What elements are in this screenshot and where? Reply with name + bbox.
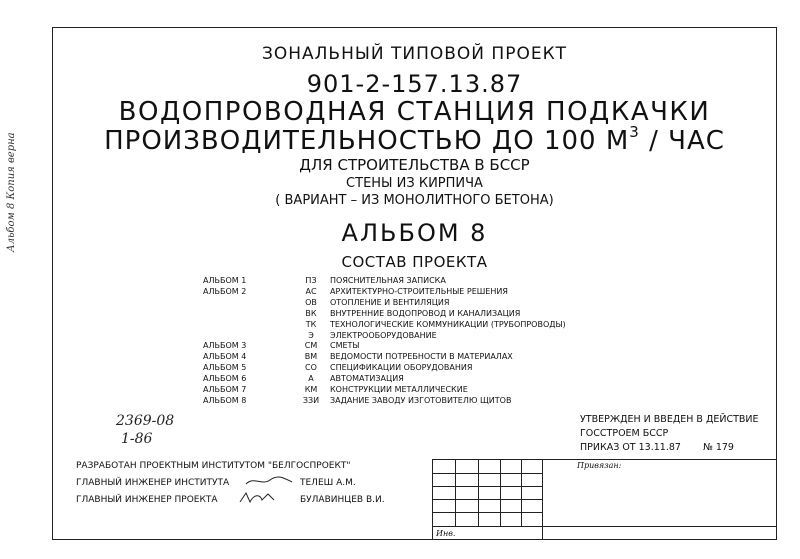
- project-code: 901-2-157.13.87: [306, 70, 523, 98]
- title-line-2-main: ПРОИЗВОДИТЕЛЬНОСТЬЮ ДО 100 М: [104, 126, 630, 156]
- approval-order-date: ПРИКАЗ ОТ 13.11.87: [580, 442, 681, 453]
- chief-engineer-project-label: ГЛАВНЫЙ ИНЖЕНЕР ПРОЕКТА: [76, 495, 218, 505]
- contents-desc: СМЕТЫ: [330, 341, 360, 351]
- approval-line-1: УТВЕРЖДЕН И ВВЕДЕН В ДЕЙСТВИЕ: [580, 414, 759, 425]
- contents-row: [0, 287, 800, 298]
- stamp-col-2: [478, 459, 479, 526]
- title-line-2-sup: 3: [629, 123, 640, 141]
- stamp-rule-4: [432, 512, 542, 513]
- stamp-rule-1: [432, 473, 542, 474]
- contents-album: АЛЬБОМ 5: [203, 363, 247, 373]
- signature-telesh: [244, 474, 294, 491]
- contents-code: А: [308, 374, 314, 384]
- contents-desc: ОТОПЛЕНИЕ И ВЕНТИЛЯЦИЯ: [330, 297, 450, 307]
- side-note: Альбом 8 Копия верна: [6, 132, 17, 252]
- contents-album: АЛЬБОМ 4: [203, 352, 247, 362]
- contents-code: ВК: [305, 308, 317, 318]
- for-construction: ДЛЯ СТРОИТЕЛЬСТВА В БССР: [299, 156, 530, 174]
- contents-row: [0, 298, 800, 309]
- stamp-rule-3: [432, 499, 542, 500]
- developed-by: РАЗРАБОТАН ПРОЕКТНЫМ ИНСТИТУТОМ "БЕЛГОСПРОЕКТ": [76, 461, 351, 471]
- contents-desc: КОНСТРУКЦИИ МЕТАЛЛИЧЕСКИЕ: [330, 385, 468, 394]
- contents-album: АЛЬБОМ 6: [203, 374, 247, 384]
- title-line-1: ВОДОПРОВОДНАЯ СТАНЦИЯ ПОДКАЧКИ: [118, 97, 711, 127]
- approval-order-number: № 179: [702, 442, 734, 453]
- contents-row: [0, 276, 800, 287]
- signature-telesh-icon: [244, 474, 294, 488]
- chief-engineer-institute-name: ТЕЛЕШ А.М.: [300, 478, 356, 488]
- chief-engineer-project-name: БУЛАВИНЦЕВ В.И.: [300, 495, 385, 505]
- contents-album: АЛЬБОМ 8: [203, 395, 247, 405]
- contents-row: [0, 374, 800, 385]
- signature-bulavintsev-icon: [238, 490, 278, 506]
- contents-code: ЗЗИ: [302, 395, 320, 405]
- contents-album: АЛЬБОМ 2: [203, 286, 247, 296]
- contents-album: АЛЬБОМ 1: [203, 276, 247, 285]
- contents-desc: ВНУТРЕННИЕ ВОДОПРОВОД И КАНАЛИЗАЦИЯ: [330, 308, 521, 318]
- stamp-linked-label: Привязан:: [577, 461, 622, 470]
- approval-line-2: ГОССТРОЕМ БССР: [580, 428, 669, 439]
- contents-row: [0, 396, 800, 407]
- handwritten-sub: 1-86: [121, 431, 153, 447]
- contents-code: ОВ: [305, 297, 317, 307]
- contents-desc: СПЕЦИФИКАЦИИ ОБОРУДОВАНИЯ: [330, 363, 473, 373]
- album-title: АЛЬБОМ 8: [341, 219, 488, 247]
- stamp-col-3: [500, 459, 501, 526]
- stamp-inv-label: Инв.: [436, 529, 456, 538]
- contents-desc: АВТОМАТИЗАЦИЯ: [330, 374, 404, 384]
- contents-desc: АРХИТЕКТУРНО-СТРОИТЕЛЬНЫЕ РЕШЕНИЯ: [330, 286, 508, 296]
- contents-title: СОСТАВ ПРОЕКТА: [341, 253, 488, 271]
- project-type: ЗОНАЛЬНЫЙ ТИПОВОЙ ПРОЕКТ: [261, 44, 568, 64]
- title-line-2-tail: / ЧАС: [639, 126, 725, 156]
- chief-engineer-institute-label: ГЛАВНЫЙ ИНЖЕНЕР ИНСТИТУТА: [76, 478, 230, 488]
- contents-desc: ВЕДОМОСТИ ПОТРЕБНОСТИ В МАТЕРИАЛАХ: [330, 352, 513, 362]
- walls-material: СТЕНЫ ИЗ КИРПИЧА: [346, 176, 483, 191]
- contents-code: ТК: [305, 319, 317, 329]
- contents-row: [0, 320, 800, 331]
- contents-code: СО: [305, 363, 317, 373]
- contents-row: [0, 363, 800, 374]
- title-line-2: [52, 123, 777, 156]
- contents-row: [0, 352, 800, 363]
- contents-row: [0, 309, 800, 320]
- contents-code: КМ: [304, 385, 318, 394]
- contents-row: [0, 341, 800, 352]
- contents-album: АЛЬБОМ 3: [203, 341, 247, 351]
- contents-code: СМ: [304, 341, 318, 351]
- contents-row: [0, 385, 800, 396]
- stamp-rule-5: [432, 526, 777, 527]
- signature-bulavintsev: [238, 490, 278, 509]
- contents-row: [0, 331, 800, 342]
- stamp-col-1: [455, 459, 456, 526]
- stamp-col-5: [542, 459, 543, 540]
- stamp-rule-2: [432, 486, 542, 487]
- contents-desc: ЭЛЕКТРООБОРУДОВАНИЕ: [330, 330, 437, 340]
- contents-code: ПЗ: [305, 276, 317, 285]
- stamp-col-4: [521, 459, 522, 526]
- contents-code: ВМ: [304, 352, 318, 362]
- contents-desc: ТЕХНОЛОГИЧЕСКИЕ КОММУНИКАЦИИ (ТРУБОПРОВОДЫ): [330, 319, 566, 329]
- contents-code: АС: [305, 286, 317, 296]
- contents-code: Э: [308, 330, 314, 340]
- contents-album: АЛЬБОМ 7: [203, 385, 247, 394]
- variant-note: ( ВАРИАНТ – ИЗ МОНОЛИТНОГО БЕТОНА): [275, 193, 554, 208]
- handwritten-number: 2369-08: [116, 413, 175, 429]
- contents-desc: ПОЯСНИТЕЛЬНАЯ ЗАПИСКА: [330, 276, 446, 285]
- approval-line-3: [580, 442, 734, 453]
- contents-desc: ЗАДАНИЕ ЗАВОДУ ИЗГОТОВИТЕЛЮ ЩИТОВ: [330, 395, 512, 405]
